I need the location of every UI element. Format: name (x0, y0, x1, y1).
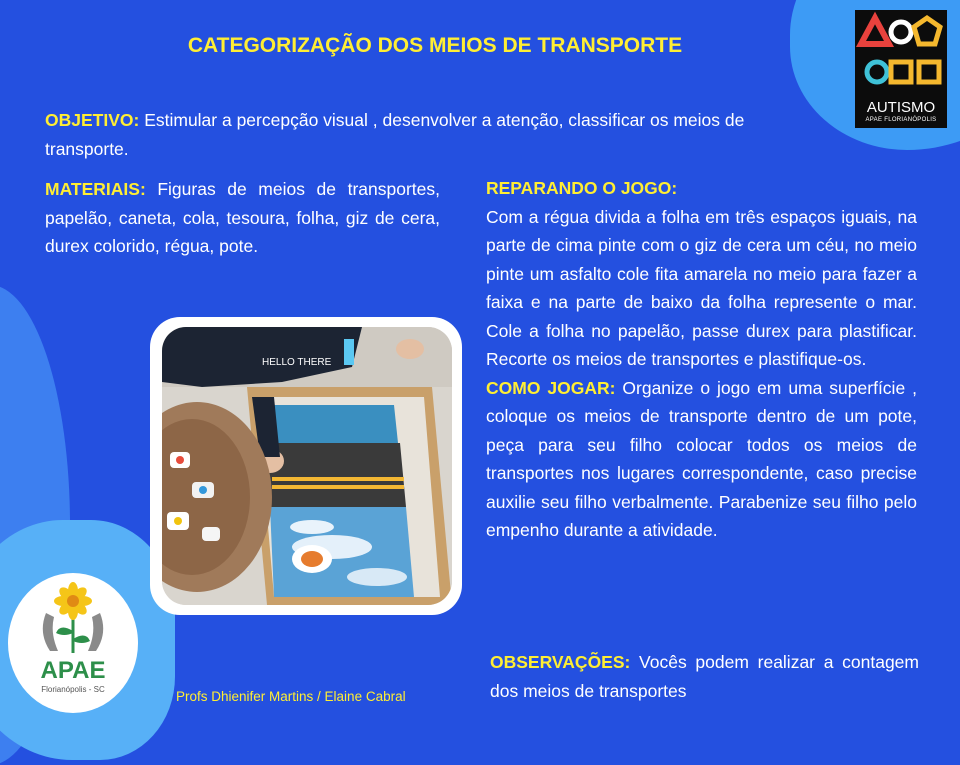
como-jogar-section (486, 374, 917, 545)
observacoes-label: OBSERVAÇÕES: (490, 652, 631, 672)
credits: Profs Dhienifer Martins / Elaine Cabral (176, 689, 406, 704)
autismo-logo-text: AUTISMO (866, 99, 936, 116)
sunflower-hands-icon (8, 573, 138, 657)
shirt-text: HELLO THERE (262, 357, 332, 368)
materiais-paragraph (45, 175, 440, 261)
autismo-shapes-icon (855, 10, 947, 98)
materiais-text: Figuras de meios de transportes, papelão, caneta, cola, tesoura, folha, giz de cera, durex colorido, régua, pote. (45, 179, 440, 256)
activity-photo-frame (150, 317, 462, 615)
activity-photo (162, 327, 452, 605)
apae-logo (8, 573, 138, 713)
reparando-text: Com a régua divida a folha em três espaços iguais, na parte de cima pinte com o giz de cera um céu, no meio pinte um asfalto cole fita amarela no meio para fazer a faixa e na parte de baixo da folha represente o mar. Cole a folha no papelão, passe durex para plastificar. Recorte os meios de transportes e plastifique-os. (486, 206, 917, 369)
objetivo-text: Estimular a percepção visual , desenvolver a atenção, classificar os meios de transporte. (45, 110, 745, 159)
photo-illustration (162, 327, 452, 605)
materiais-label: MATERIAIS: (45, 179, 146, 199)
apae-logo-subtext: Florianópolis - SC (41, 685, 105, 694)
autismo-logo-subtext: APAE FLORIANÓPOLIS (865, 117, 937, 123)
observacoes-text: Vocês podem realizar a contagem dos meios de transportes (490, 652, 919, 701)
instructions-column (486, 174, 917, 545)
reparando-section (486, 174, 917, 374)
apae-logo-text: APAE (40, 657, 106, 684)
como-jogar-label: COMO JOGAR: (486, 377, 616, 398)
autismo-logo (855, 10, 947, 128)
slide-title: CATEGORIZAÇÃO DOS MEIOS DE TRANSPORTE (187, 34, 683, 57)
observacoes-paragraph (490, 648, 919, 705)
como-jogar-text: Organize o jogo em uma superfície , coloque os meios de transporte dentro de um pote, peça para seu filho colocar todos os meios de transportes nos lugares correspondente, caso precise auxilie seu filho verbalmente. Parabenize seu filho pelo empenho durante a atividade. (486, 377, 917, 540)
reparando-label: REPARANDO O JOGO: (486, 178, 678, 198)
objetivo-paragraph (45, 106, 805, 163)
objetivo-label: OBJETIVO: (45, 110, 140, 130)
